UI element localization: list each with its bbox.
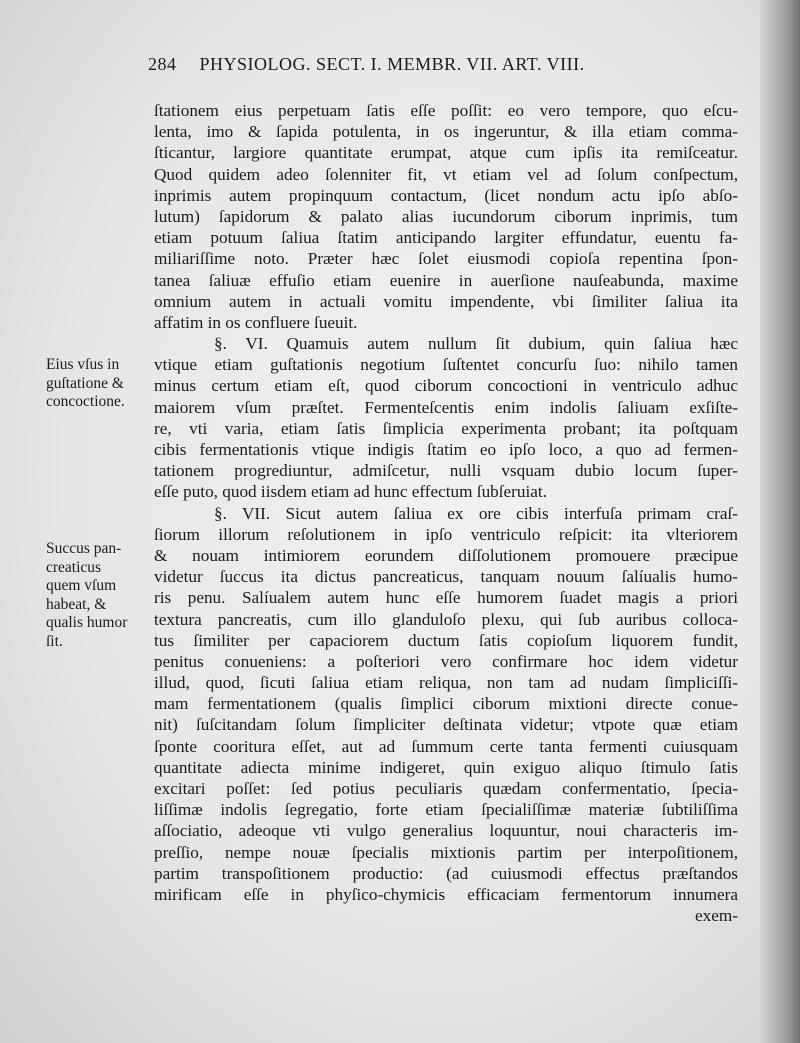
text-line: lutum) ſapidorum & palato alias iucundorum ciborum inprimis, tum: [154, 206, 738, 226]
margin-note-saliva-use: [46, 356, 146, 412]
text-line: excitari poſſet: ſed potius peculiaris quædam confermentatio, ſpecia-: [154, 779, 738, 798]
text-line: miliariſſime noto. Præter hæc ſolet eiusmodi copioſa repentina ſpon-: [154, 249, 738, 269]
running-title: PHYSIOLOG. SECT. I. MEMBR. VII. ART. VIII.: [199, 54, 585, 74]
running-header: [148, 54, 728, 75]
text-line: quantitate adiecta minime indigeret, quin exiguo aliquo ſtimulo ſatis: [154, 757, 738, 777]
text-line: etiam potuum ſaliua ſtatim anticipando largiter effundatur, euentu fa-: [154, 228, 738, 248]
margin-note-line: Succus pan-: [46, 540, 122, 557]
text-line: tus ſimiliter per capaciorem ductum ſatis copioſum liquorem fundit,: [154, 630, 738, 650]
margin-note-line: concoctione.: [46, 393, 125, 410]
margin-note-line: creaticus: [46, 558, 102, 576]
margin-note-line: Eius vſus in: [46, 356, 120, 373]
text-line: vtique etiam guſtationis negotium ſuſtentet concurſu ſuo: nihilo tamen: [154, 355, 738, 375]
text-line: Quod quidem adeo ſolenniter fit, vt etiam vel ad ſolum conſpectum,: [154, 164, 738, 184]
body-text: [154, 100, 738, 926]
text-line: partim transpoſitionem productio: (ad cuiusmodi effectus præſtandos: [154, 863, 738, 883]
text-line: affatim in os confluere ſueuit.: [154, 312, 358, 332]
page-gutter-shadow: [760, 0, 800, 1043]
page-number: 284: [148, 54, 177, 74]
text-line: tationem progrediuntur, admiſcetur, nulli vsquam dubio locum ſuper-: [154, 461, 738, 481]
text-line: ſponte cooritura eſſet, aut ad ſummum certe tanta fermenti cuiusquam: [154, 736, 738, 756]
text-line: preſſio, nempe nouæ ſpecialis mixtionis partim per interpoſitionem,: [154, 842, 738, 862]
margin-note-line: ſit.: [46, 632, 63, 650]
text-line: minus certum etiam eſt, quod ciborum concoctioni in ventriculo adhuc: [154, 376, 738, 396]
text-line: mam fermentationem (qualis ſimplici ciborum mixtioni directe conue-: [154, 694, 738, 714]
text-line: lenta, imo & ſapida potulenta, in os ingeruntur, & illa etiam comma-: [154, 122, 738, 142]
text-line: ſticantur, largiore quantitate erumpat, atque cum ipſis ita remiſceatur.: [154, 143, 738, 163]
text-line: mirificam eſſe in phyſico-chymicis efficaciam fermentorum innumera: [154, 884, 738, 904]
text-line: videtur ſuccus ita dictus pancreaticus, tanquam nouum ſalíualis humo-: [154, 567, 738, 587]
text-line: re, vti varia, etiam ſatis ſimplicia experimenta probant; ita poſtquam: [154, 418, 738, 438]
margin-note-pancreatic-juice: [46, 540, 146, 651]
margin-note-line: qualis humor: [46, 614, 128, 631]
text-line: omnium autem in actuali vomitu impendente, vbi ſimiliter ſaliua ita: [154, 291, 738, 311]
section-6-start: §. VI. Quamuis autem nullum ſit dubium, quin ſaliua hæc: [214, 334, 738, 354]
text-line: cibis fermentationis vtique indigis ſtatim eo ipſo loco, a quo ad fermen-: [154, 440, 738, 459]
text-line: inprimis autem propinquum contactum, (licet nondum actu ipſo abſo-: [154, 185, 738, 205]
text-line: maiorem vſum præſtet. Fermenteſcentis enim indolis ſaliuam exſiſte-: [154, 397, 738, 417]
margin-note-line: quem vſum: [46, 577, 117, 594]
text-line: ſiorum illorum reſolutionem in ipſo ventriculo reſpicit: ita vlteriorem: [154, 524, 738, 544]
text-line: liſſimæ indolis ſegregatio, forte etiam ſpecialiſſimæ materiæ ſubtiliſſima: [154, 800, 738, 820]
margin-note-line: habeat, &: [46, 595, 107, 613]
text-line: nit) ſuſcitandam ſolum ſimpliciter deſtinata videtur; vtpote quæ etiam: [154, 715, 738, 735]
text-line: illud, quod, ſicuti ſaliua etiam reliqua, non tam ad nudam ſimpliciſſi-: [154, 673, 738, 693]
text-line: textura pancreatis, cum illo glanduloſo plexu, qui ſub auribus colloca-: [154, 609, 738, 629]
margin-note-line: guſtatione &: [46, 374, 124, 392]
catchword: exem-: [695, 906, 738, 926]
text-line: tanea ſaliuæ effuſio etiam euenire in auerſione nauſeabunda, maxime: [154, 270, 738, 290]
text-line: ris penu. Salíualem autem hunc eſſe humorem ſuadet magis a priori: [154, 588, 738, 608]
text-line: eſſe puto, quod iisdem etiam ad hunc effectum ſubſeruiat.: [154, 482, 547, 502]
text-line: & nouam intimiorem eorundem diſſolutionem promouere præcipue: [154, 545, 738, 565]
text-line: aſſociatio, adeoque vti vulgo generalius loquuntur, noui characteris im-: [154, 821, 738, 841]
text-line: penitus conueniens: a poſteriori vero confirmare hoc idem videtur: [154, 651, 738, 671]
section-7-start: §. VII. Sicut autem ſaliua ex ore cibis interfuſa primam craſ-: [214, 503, 738, 523]
text-line: ſtationem eius perpetuam ſatis eſſe poſſit: eo vero tempore, quo eſcu-: [154, 101, 738, 120]
